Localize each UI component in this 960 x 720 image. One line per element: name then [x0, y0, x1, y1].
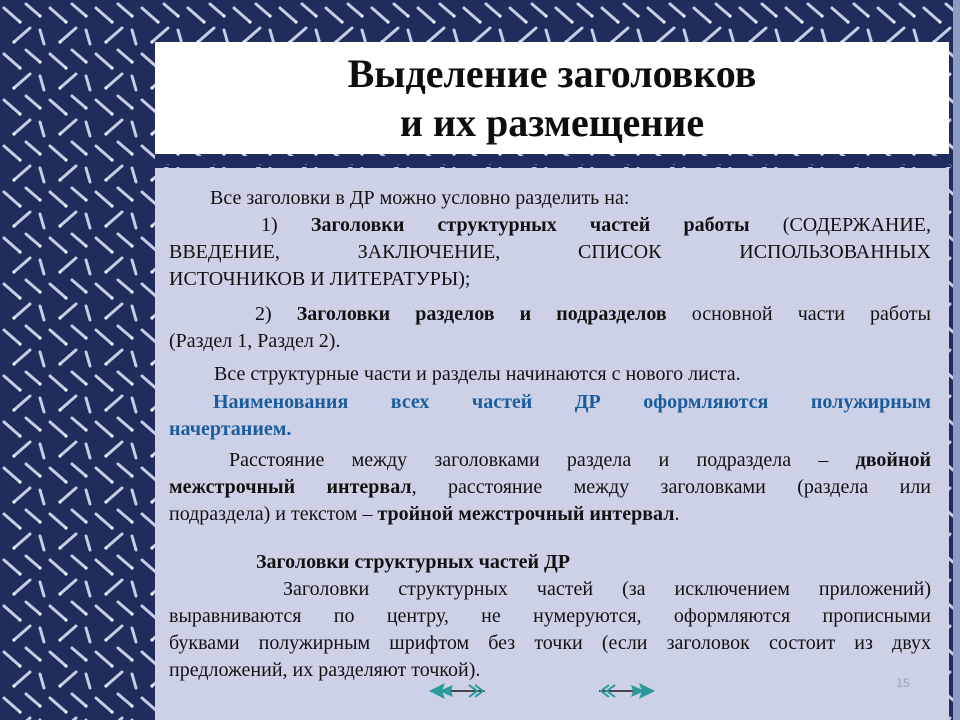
- title-line-2: и их размещение: [399, 100, 705, 145]
- distance-line1: Расстояние между заголовками раздела и подраздела – двойной: [229, 449, 931, 471]
- right-border-stripe: [953, 0, 960, 720]
- title-line-1: Выделение заголовков: [347, 51, 757, 96]
- item1-bold: Заголовки структурных частей работы: [310, 214, 750, 236]
- title-divider-thin: [155, 165, 951, 167]
- slide-title: [155, 49, 949, 147]
- distance-line3: подраздела) и текстом – тройной межстрочный интервал.: [169, 503, 680, 525]
- highlight-line2: начертанием.: [169, 418, 292, 440]
- highlight-line1: Наименования всех частей ДР оформляются полужирным: [213, 391, 931, 413]
- title-divider: [155, 156, 951, 163]
- arrow-right-icon[interactable]: [595, 680, 659, 702]
- item2-line2: (Раздел 1, Раздел 2).: [169, 330, 341, 352]
- slide-number: 15: [896, 676, 910, 690]
- distance-line2: межстрочный интервал, расстояние между заголовками (раздела или: [169, 476, 932, 498]
- item2-line1: 2) Заголовки разделов и подразделов основной части работы: [255, 303, 931, 325]
- final-line3: буквами полужирным шрифтом без точки (если заголовок состоит из двух: [169, 632, 931, 654]
- intro-text: Все заголовки в ДР можно условно разделить на:: [210, 187, 630, 209]
- slide-content: [155, 168, 949, 720]
- item1-line2: ВВЕДЕНИЕ, ЗАКЛЮЧЕНИЕ, СПИСОК ИСПОЛЬЗОВАННЫХ: [169, 241, 931, 263]
- final-line1: Заголовки структурных частей (за исключением приложений): [283, 578, 931, 600]
- final-line2: выравниваются по центру, не нумеруются, оформляются прописными: [169, 605, 931, 627]
- new-sheet-text: Все структурные части и разделы начинаются с нового листа.: [214, 363, 741, 385]
- item1-line1: 1) Заголовки структурных частей работы (СОДЕРЖАНИЕ,: [261, 214, 931, 236]
- item2-bold: Заголовки разделов и подразделов: [296, 303, 667, 325]
- item1-line3: ИСТОЧНИКОВ И ЛИТЕРАТУРЫ);: [169, 268, 471, 290]
- section-subheading: Заголовки структурных частей ДР: [256, 551, 570, 573]
- arrow-left-icon[interactable]: [425, 680, 489, 702]
- title-panel: [155, 42, 949, 154]
- final-line4: предложений, их разделяют точкой).: [169, 659, 481, 681]
